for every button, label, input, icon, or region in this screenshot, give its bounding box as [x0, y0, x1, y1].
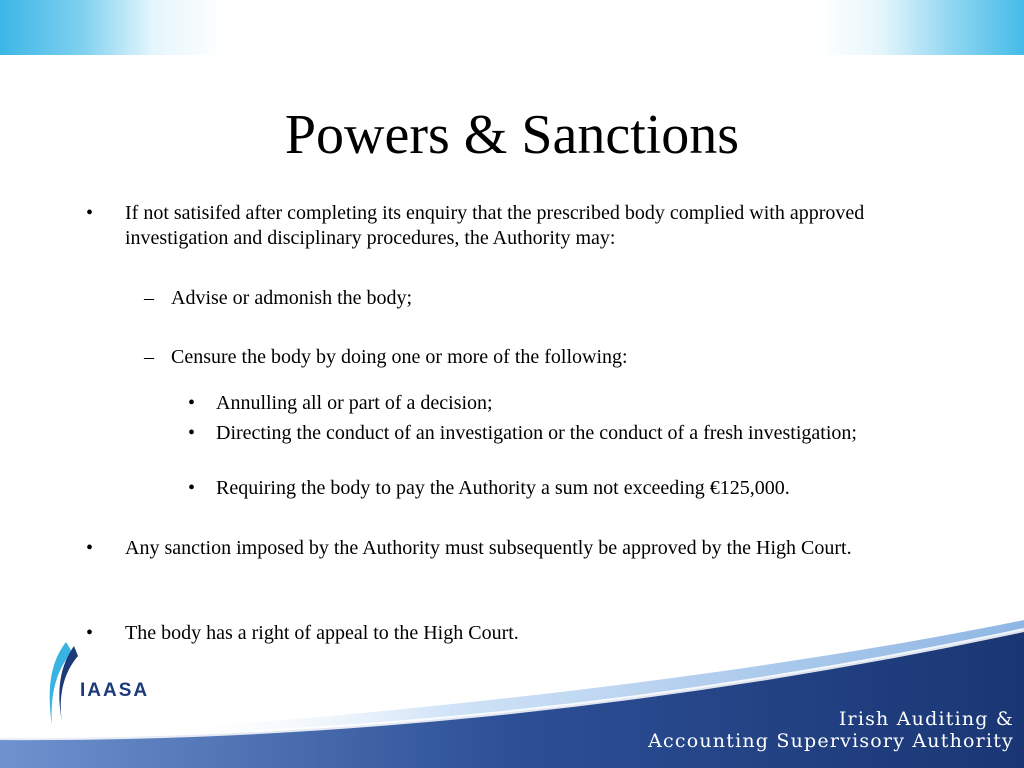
sanction-item-direct: Directing the conduct of an investigation or the conduct of a fresh investigation;: [216, 422, 857, 444]
sanction-item-annul: Annulling all or part of a decision;: [216, 392, 493, 414]
bullet-2-text: Any sanction imposed by the Authority must subsequently be approved by the High Court.: [125, 537, 852, 559]
bullet-1-text: If not satisifed after completing its enquiry that the prescribed body complied with approved investigation and disciplinary procedures, the Authority may:: [125, 202, 865, 249]
sub-bullet-advise: Advise or admonish the body;: [171, 287, 413, 309]
bullet-marker: •: [86, 202, 94, 224]
bullet-marker: •: [86, 622, 94, 644]
bullet-marker: •: [188, 477, 196, 499]
logo-wordmark: IAASA: [80, 680, 150, 701]
sanction-item-pay: Requiring the body to pay the Authority a sum not exceeding €125,000.: [216, 477, 790, 499]
slide-title: Powers & Sanctions: [284, 104, 740, 166]
organization-name-line-2: Accounting Supervisory Authority: [648, 730, 1014, 752]
bullet-marker: •: [188, 422, 196, 444]
bullet-marker: •: [86, 537, 94, 559]
organization-name-line-1: Irish Auditing &: [838, 708, 1014, 730]
bullet-marker: •: [188, 392, 196, 414]
sub-bullet-censure: Censure the body by doing one or more of the following:: [171, 346, 628, 368]
dash-marker: –: [144, 346, 154, 368]
organization-name: [648, 708, 1014, 752]
dash-marker: –: [144, 287, 154, 309]
bullet-3-text: The body has a right of appeal to the High Court.: [125, 622, 519, 644]
